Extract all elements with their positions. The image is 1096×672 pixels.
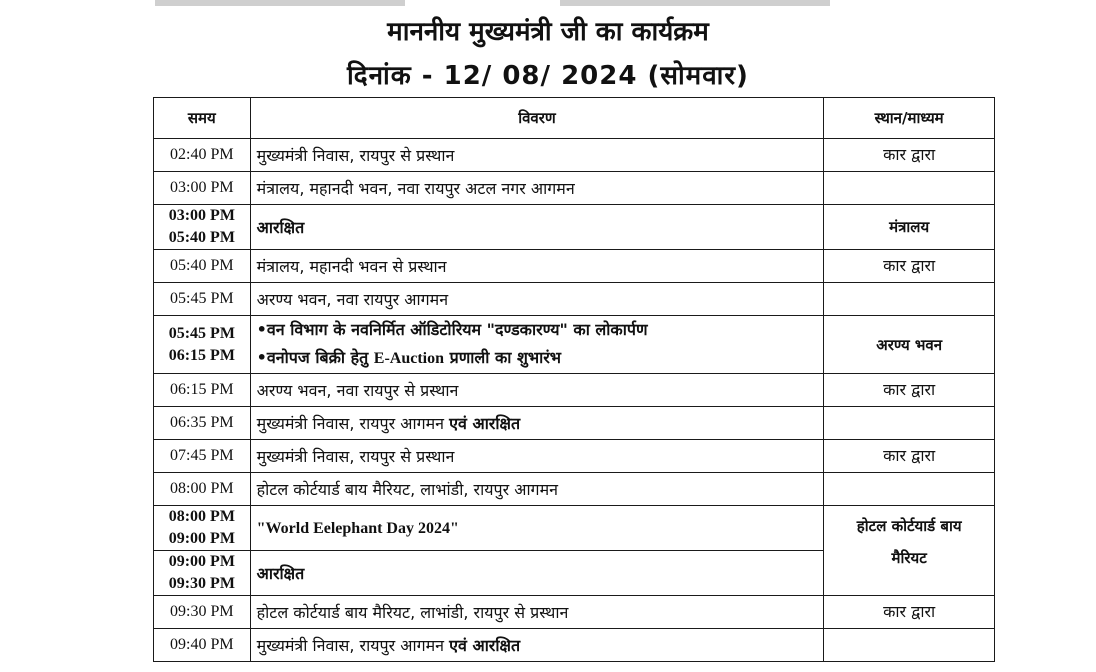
- time-cell: 03:00 PM: [154, 172, 251, 205]
- table-row: [154, 172, 995, 205]
- description-cell: मुख्यमंत्री निवास, रायपुर से प्रस्थान: [250, 440, 824, 473]
- time-cell: 05:45 PM: [154, 283, 251, 316]
- time-cell: 09:30 PM: [154, 596, 251, 629]
- scan-fragment: [560, 0, 830, 6]
- schedule-table: [153, 97, 995, 662]
- time-start: 05:45 PM: [168, 324, 235, 342]
- description-bold-text: एवं आरक्षित: [449, 414, 521, 433]
- time-cell: 06:35 PM: [154, 407, 251, 440]
- time-start: 03:00 PM: [168, 207, 235, 224]
- page-title: माननीय मुख्यमंत्री जी का कार्यक्रम: [387, 17, 709, 47]
- table-row: [154, 283, 995, 316]
- place-cell: [824, 506, 995, 596]
- table-row: [154, 506, 995, 551]
- table-row: [154, 473, 995, 506]
- time-end: 05:40 PM: [168, 229, 235, 246]
- place-cell: अरण्य भवन: [824, 316, 995, 374]
- place-cell: कार द्वारा: [824, 596, 995, 629]
- place-line: होटल कोर्टयार्ड बाय: [856, 517, 962, 535]
- description-cell: अरण्य भवन, नवा रायपुर आगमन: [250, 283, 824, 316]
- table-row: [154, 316, 995, 374]
- description-cell: [250, 506, 824, 551]
- time-cell: 09:40 PM: [154, 629, 251, 662]
- place-cell: कार द्वारा: [824, 440, 995, 473]
- description-cell: अरण्य भवन, नवा रायपुर से प्रस्थान: [250, 374, 824, 407]
- table-row: [154, 205, 995, 250]
- time-cell: 07:45 PM: [154, 440, 251, 473]
- description-cell: होटल कोर्टयार्ड बाय मैरियट, लाभांडी, रायपुर आगमन: [250, 473, 824, 506]
- place-cell: [824, 172, 995, 205]
- place-cell: [824, 473, 995, 506]
- description-cell: [250, 316, 824, 374]
- table-row: [154, 596, 995, 629]
- scan-top-edge: [0, 0, 1096, 10]
- time-cell: 02:40 PM: [154, 139, 251, 172]
- column-header-place: स्थान/माध्यम: [824, 98, 995, 139]
- description-cell: आरक्षित: [250, 551, 824, 596]
- table-row: [154, 374, 995, 407]
- place-cell: [824, 407, 995, 440]
- time-cell: 06:15 PM: [154, 374, 251, 407]
- time-start: 09:00 PM: [168, 553, 235, 570]
- event-title: "World Eelephant Day 2024": [256, 520, 459, 537]
- description-cell: होटल कोर्टयार्ड बाय मैरियट, लाभांडी, रायपुर से प्रस्थान: [250, 596, 824, 629]
- description-cell: मंत्रालय, महानदी भवन से प्रस्थान: [250, 250, 824, 283]
- time-range-cell: [154, 316, 251, 374]
- time-end: 06:15 PM: [168, 346, 235, 364]
- place-cell: मंत्रालय: [824, 205, 995, 250]
- column-header-time: समय: [154, 98, 251, 139]
- description-cell: मुख्यमंत्री निवास, रायपुर से प्रस्थान: [250, 139, 824, 172]
- time-start: 08:00 PM: [168, 508, 235, 525]
- description-cell: मंत्रालय, महानदी भवन, नवा रायपुर अटल नगर आगमन: [250, 172, 824, 205]
- column-header-description: विवरण: [250, 98, 824, 139]
- date-line: दिनांक - 12/ 08/ 2024 (सोमवार): [347, 61, 749, 91]
- time-range-cell: [154, 551, 251, 596]
- place-line: मैरियट: [891, 549, 927, 567]
- table-row: [154, 440, 995, 473]
- place-cell: [824, 629, 995, 662]
- time-cell: 05:40 PM: [154, 250, 251, 283]
- table-row: [154, 629, 995, 662]
- bullet-text: प्रणाली का शुभारंभ: [444, 348, 562, 367]
- bullet-text: •वनोपज बिक्री हेतु: [256, 348, 374, 367]
- bullet-item: [257, 344, 818, 373]
- description-cell: आरक्षित: [250, 205, 824, 250]
- place-cell: कार द्वारा: [824, 374, 995, 407]
- place-cell: कार द्वारा: [824, 139, 995, 172]
- description-cell: [250, 407, 824, 440]
- description-text: मुख्यमंत्री निवास, रायपुर आगमन: [256, 636, 450, 655]
- time-cell: 08:00 PM: [154, 473, 251, 506]
- bullet-text-english: E-Auction: [373, 350, 445, 367]
- description-text: मुख्यमंत्री निवास, रायपुर आगमन: [256, 414, 450, 433]
- table-row: [154, 139, 995, 172]
- time-end: 09:30 PM: [168, 575, 235, 592]
- description-cell: [250, 629, 824, 662]
- table-header-row: [154, 98, 995, 139]
- table-row: [154, 407, 995, 440]
- time-end: 09:00 PM: [168, 530, 235, 547]
- time-range-cell: [154, 205, 251, 250]
- scan-fragment: [155, 0, 405, 6]
- bullet-item: •वन विभाग के नवनिर्मित ऑडिटोरियम "दण्डकारण्य" का लोकार्पण: [256, 320, 648, 339]
- place-cell: [824, 283, 995, 316]
- time-range-cell: [154, 506, 251, 551]
- table-row: [154, 250, 995, 283]
- description-bold-text: एवं आरक्षित: [449, 636, 521, 655]
- place-cell: कार द्वारा: [824, 250, 995, 283]
